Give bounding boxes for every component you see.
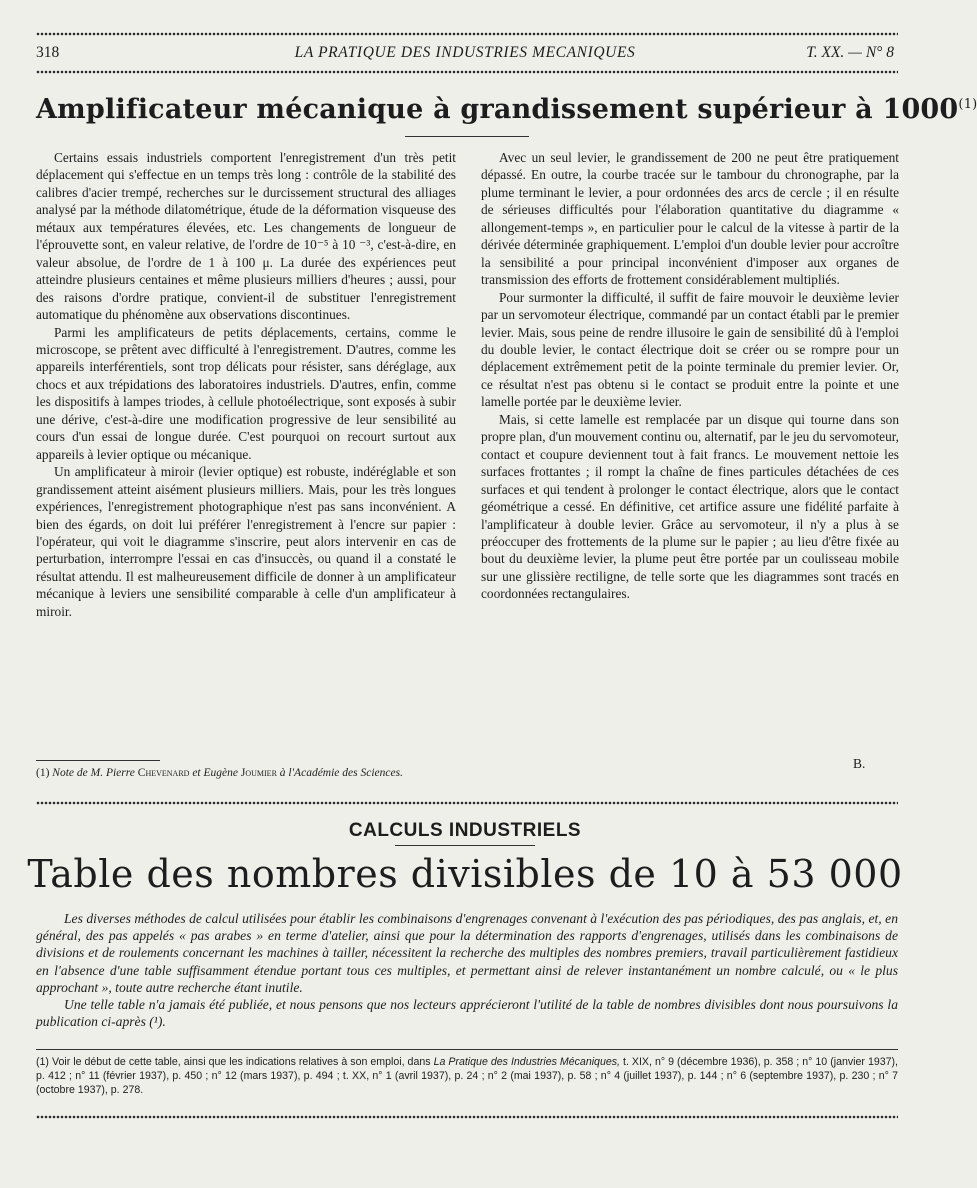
article-title [36,94,977,125]
top-dotted-rule [36,32,898,36]
section-dotted-rule [36,801,898,805]
section-title: Table des nombres divisibles de 10 à 53 000 [27,852,903,896]
article-signature: B. [853,756,866,771]
journal-title: LA PRATIQUE DES INDUSTRIES MECANIQUES [294,44,636,61]
running-header [36,42,894,64]
article-right-column [481,149,899,603]
paragraph: Un amplificateur à miroir (levier optique) est robuste, indéréglable et son grandissement atteint aisément plusieurs milliers. Mais, pour les très longues expériences, l'enregistrement photographique n'est pas sans inconvénient. A bien des égards, on doit lui préférer l'enregistrement à l'encre sur papier : l'opérateur, qui voit le diagramme s'inscrire, peut alors intervenir en cas de perturbation, interrompre l'essai en cas d'insuccès, ou quand il a constaté le résultat attendu. Il est malheureusement difficile de donner à un amplificateur mécanique à leviers une sensibilité comparable à celle d'un amplificateur à miroir. [36,464,456,619]
article-footnote [36,766,460,781]
footnote-number: (1) [36,767,50,779]
paragraph: Certains essais industriels comportent l'enregistrement d'un très petit déplacement qui s'effectue en un temps très long : contrôle de la stabilité des calibres d'acier trempé, recherches sur le durcissement structural des alliages analysé par la méthode dilatométrique, étude de la déformation visqueuse des métaux aux températures élevées, etc. Les changements de longueur de l'éprouvette sont, en valeur relative, de l'ordre de 10⁻⁵ à 10 ⁻³, c'est-à-dire, en valeur absolue, de l'ordre de 1 à 100 μ. La durée des expériences peut atteindre plusieurs centaines et même plusieurs milliers d'heures ; aussi, pour des raisons d'ordre pratique, convient-il de substituer l'enregistrement automatique du phénomène aux observations discontinues. [36,150,456,323]
section-footnote [36,1055,898,1097]
footnote-text: à [279,767,286,779]
paragraph: Une telle table n'a jamais été publiée, et nous pensons que nos lecteurs apprécieront l'utilité de la table de nombres divisibles dont nous poursuivons la publication ci-après (¹). [36,997,898,1030]
author-name: Chevenard [137,767,190,779]
paragraph: Parmi les amplificateurs de petits déplacements, certains, comme le microscope, se prêtent avec difficulté à l'enregistrement. D'autres, comme les appareils interférentiels, sont trop délicats pour résister, sans déréglage, aux chocs et aux trépidations des laboratoires industriels. D'autres, enfin, comme les dispositifs à lampes triodes, à cellule photoélectrique, sont exposés à subir une dérive, c'est-à-dire une modification progressive de leur sensibilité au cours d'un essai de longue durée. C'est pourquoi on recourt surtout aux appareils à levier optique ou mécanique. [36,324,456,462]
bottom-dotted-rule [36,1115,898,1119]
section-intro [36,910,898,1030]
paragraph: Avec un seul levier, le grandissement de 200 ne peut être pratiquement dépassé. En outre, la courbe tracée sur le tambour du chronographe, par la plume terminant le levier, a pour ordonnées des arcs de cercle ; il en résulte de sérieuses difficultés pour l'élaboration quantitative du diagramme « allongement-temps », en particulier pour le calcul de la vitesse à partir de la dérivée déterminée graphiquement. L'emploi d'un double levier pour accroître la sensibilité a pour principal inconvénient d'imposer aux organes de transmission des efforts de frottement considérablement multipliés. [481,150,899,288]
article-title-note: (1) [958,97,977,112]
footnote-text: t. XIX, n° 9 (décembre 1936), p. 358 ; n° 10 (janvier 1937), p. 412 ; n° 11 (février 1937), p. 450 ; n° 12 (mars 1937), p. 494 ; t. XX, n° 1 (avril 1937), p. 24 ; n° 2 (mai 1937), p. 58 ; n° 4 (juillet 1937), p. 144 ; n° 6 (septembre 1937), p. 230 ; n° 7 (octobre 1937), p. 278. [36,1056,898,1096]
section-footnote-rule [36,1049,898,1050]
paragraph: Les diverses méthodes de calcul utilisées pour établir les combinaisons d'engrenages convenant à l'exécution des pas périodiques, des pas anglais, et, en général, des pas appelés « pas arabes » en terme d'atelier, ainsi que pour la détermination des rapports d'engrenages, utilisés dans les combinaisons de divisions et de roulements concernant les machines à tailler, nécessitent la recherche des multiples des nombres premiers, travail particulièrement fastidieux en l'absence d'une table suffisamment étendue portant tous ces multiples, et permettant ainsi de relever instantanément un nombre calculé, ou « le plus approchant », toute autre recherche étant inutile. [36,911,898,995]
paragraph: Pour surmonter la difficulté, il suffit de faire mouvoir le deuxième levier par un servomoteur électrique, commandé par un contact établi par le premier levier. Mais, sous peine de rendre illusoire le gain de sensibilité dû à l'emploi du double levier, le contact électrique doit se créer ou se rompre pour un déplacement extrêmement petit de la pointe terminale du premier levier. Or, ce résultat n'est pas obtenu si le contact se produit entre la pointe et une lamelle portée par le deuxième levier. [481,289,899,410]
author-name: Joumier [240,767,277,779]
article-title-text: Amplificateur mécanique à grandissement supérieur à 1000 [36,94,959,125]
article-left-column [36,149,456,620]
issue-label: T. XX. — N° 8 [806,44,894,61]
paragraph: Mais, si cette lamelle est remplacée par un disque qui tourne dans son propre plan, d'un mouvement continu ou, alternatif, par le jeu du servomoteur, contact et coupure deviennent tout à fait francs. Le mouvement nettoie les surfaces frottantes ; il rompt la chaîne de fines particules détachées de ces surfaces et qui tendent à prolonger le contact électrique, alors que le contact géométrique a cessé. En définitive, cet artifice assure une fidélité parfaite à l'amplificateur à double levier. Grâce au servomoteur, il n'y a plus à se préoccuper des frottements de la plume sur le papier ; au lieu d'être fixée au bout du deuxième levier, la plume peut être portée par un coulisseau mobile sur une glissière rectiligne, de telle sorte que les diagrammes sont tracés en coordonnées rectangulaires. [481,411,899,602]
footnote-text: et Eugène [192,767,238,779]
footnote-rule [36,760,160,761]
header-dotted-rule [36,70,898,74]
title-underline [405,136,529,137]
footnote-text: Note de M. Pierre [52,767,135,779]
footnote-text: (1) Voir le début de cette table, ainsi que les indications relatives à son emploi, dans [36,1056,431,1068]
section-label-underline [395,845,535,846]
page-number: 318 [36,44,60,61]
footnote-journal: La Pratique des Industries Mécaniques, [433,1056,620,1068]
section-label: CALCULS INDUSTRIELS [348,820,582,841]
footnote-venue: l'Académie des Sciences. [288,767,403,779]
